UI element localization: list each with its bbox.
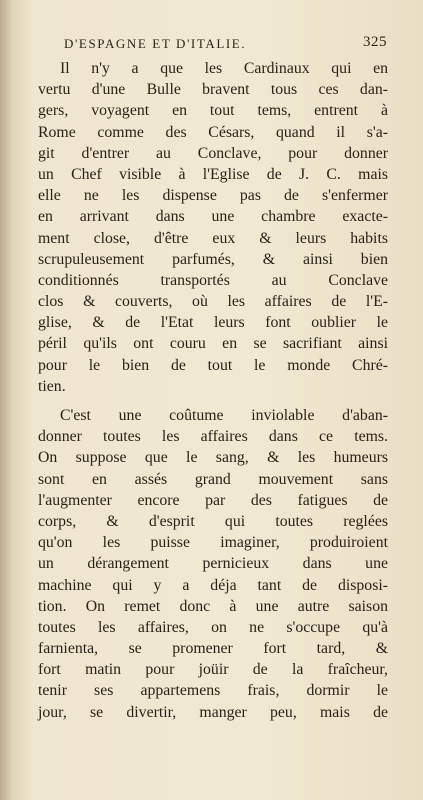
paragraph-gap [38,397,388,405]
text-line: corps, & d'esprit qui toutes reglées [38,512,388,530]
text-line: toutes les affaires, on ne s'occupe qu'à [38,618,388,636]
text-line: On suppose que le sang, & les humeurs [38,449,388,467]
text-line: en arrivant dans une chambre exacte- [38,208,388,226]
text-line: scrupuleusement parfumés, & ainsi bien [38,250,388,268]
text-line: l'augmenter encore par des fatigues de [38,491,388,509]
text-line: tenir ses appartemens frais, dormir le [38,682,388,700]
text-line: fort matin pour joüir de la fraîcheur, [38,661,388,679]
running-head: D'ESPAGNE ET D'ITALIE. [64,36,247,51]
text-line: machine qui y a déja tant de disposi- [38,576,388,594]
text-line: qu'on les puisse imaginer, produiroient [38,534,388,552]
text-line: conditionnés transportés au Conclave [38,271,388,289]
text-line: donner toutes les affaires dans ce tems. [38,428,388,446]
text-line: git d'entrer au Conclave, pour donner [38,144,388,162]
text-line: Rome comme des Césars, quand il s'a- [38,123,388,141]
text-line: tien. [38,377,66,395]
paragraph-1 [38,58,388,397]
text-line: sont en assés grand mouvement sans [38,470,388,488]
text-line: un Chef visible à l'Eglise de J. C. mais [38,165,388,183]
page-header [52,34,387,56]
text-line: pour le bien de tout le monde Chré- [38,356,388,374]
text-line: glise, & de l'Etat leurs font oublier le [38,314,388,332]
text-line: farnienta, se promener fort tard, & [38,640,388,658]
text-line: ment close, d'être eux & leurs habits [38,229,388,247]
page-number: 325 [363,34,387,50]
text-line: un dérangement pernicieux dans une [38,555,388,573]
text-line: vertu d'une Bulle bravent tous ces dan- [38,81,388,99]
page-gutter [0,0,14,800]
text-line: Il n'y a que les Cardinaux qui en [60,60,388,77]
text-line: péril qu'ils ont couru en se sacrifiant ainsi [38,335,388,353]
text-line: jour, se divertir, manger peu, mais de [38,703,388,721]
paragraph-2 [38,405,388,723]
text-line: clos & couverts, où les affaires de l'E- [38,293,388,311]
text-line: C'est une coûtume inviolable d'aban- [60,407,388,424]
text-line: elle ne les dispense pas de s'enfermer [38,187,388,205]
text-line: tion. On remet donc à une autre saison [38,597,388,615]
text-line: gers, voyagent en tout tems, entrent à [38,102,388,120]
body-text [38,58,388,723]
